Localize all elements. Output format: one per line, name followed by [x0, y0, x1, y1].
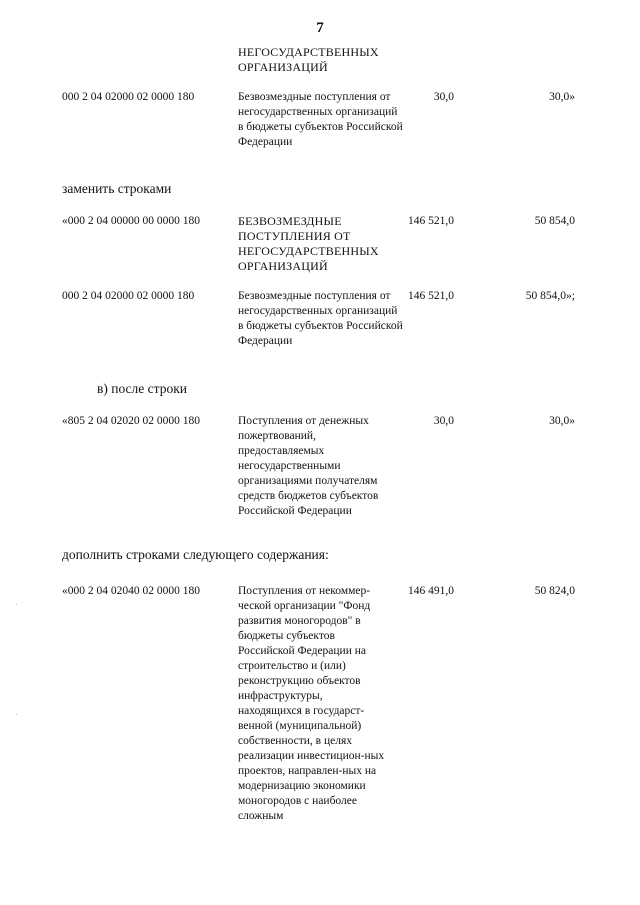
- row-value-2: 50 854,0»;: [525, 290, 575, 302]
- row-value-2: 50 854,0: [534, 215, 575, 227]
- row-value-2: 30,0»: [549, 415, 575, 427]
- scan-speck: [16, 714, 17, 715]
- row-code: 000 2 04 02000 02 0000 180: [62, 290, 195, 302]
- row-value-1: 146 521,0: [408, 215, 454, 227]
- row-name: НЕГОСУДАРСТВЕННЫХ ОРГАНИЗАЦИЙ: [238, 45, 379, 74]
- row-code: «000 2 04 02040 02 0000 180: [62, 585, 200, 597]
- row-name: Поступления от некоммер-ческой организации "Фонд развития моногородов" в бюджеты субъектов Российской Федерации на строительство и (или) реконструкцию объектов инфраструктуры, находящихся в государст-венной (муниципальной) собственности, в целях реализации инвестицион-ных проектов, направлен-ных на модернизацию экономики моногородов с наиболее сложным: [238, 585, 385, 822]
- row-code: 000 2 04 02000 02 0000 180: [62, 91, 195, 103]
- row-name: Поступления от денежных пожертвований, предоставляемых негосударственными организациями получателям средств бюджетов субъектов Российской Федерации: [238, 415, 379, 517]
- row-value-1: 30,0: [433, 415, 454, 427]
- row-value-2: 50 824,0: [534, 585, 575, 597]
- row-name: Безвозмездные поступления от негосударственных организаций в бюджеты субъектов Российской Федерации: [238, 91, 403, 148]
- row-value-1: 30,0: [433, 91, 454, 103]
- page-number: 7: [316, 20, 324, 36]
- row-value-1: 146 521,0: [408, 290, 454, 302]
- instruction-replace: заменить строками: [62, 181, 172, 196]
- instruction-after-row: в) после строки: [97, 381, 187, 396]
- scan-speck: [16, 604, 17, 605]
- row-code: «805 2 04 02020 02 0000 180: [62, 415, 200, 427]
- row-name: Безвозмездные поступления от негосударственных организаций в бюджеты субъектов Российской Федерации: [238, 290, 403, 347]
- instruction-add-rows: дополнить строками следующего содержания:: [62, 547, 329, 562]
- row-name: БЕЗВОЗМЕЗДНЫЕ ПОСТУПЛЕНИЯ ОТ НЕГОСУДАРСТВЕННЫХ ОРГАНИЗАЦИЙ: [238, 214, 379, 273]
- row-value-1: 146 491,0: [408, 585, 454, 597]
- row-value-2: 30,0»: [549, 91, 575, 103]
- row-code: «000 2 04 00000 00 0000 180: [62, 215, 200, 227]
